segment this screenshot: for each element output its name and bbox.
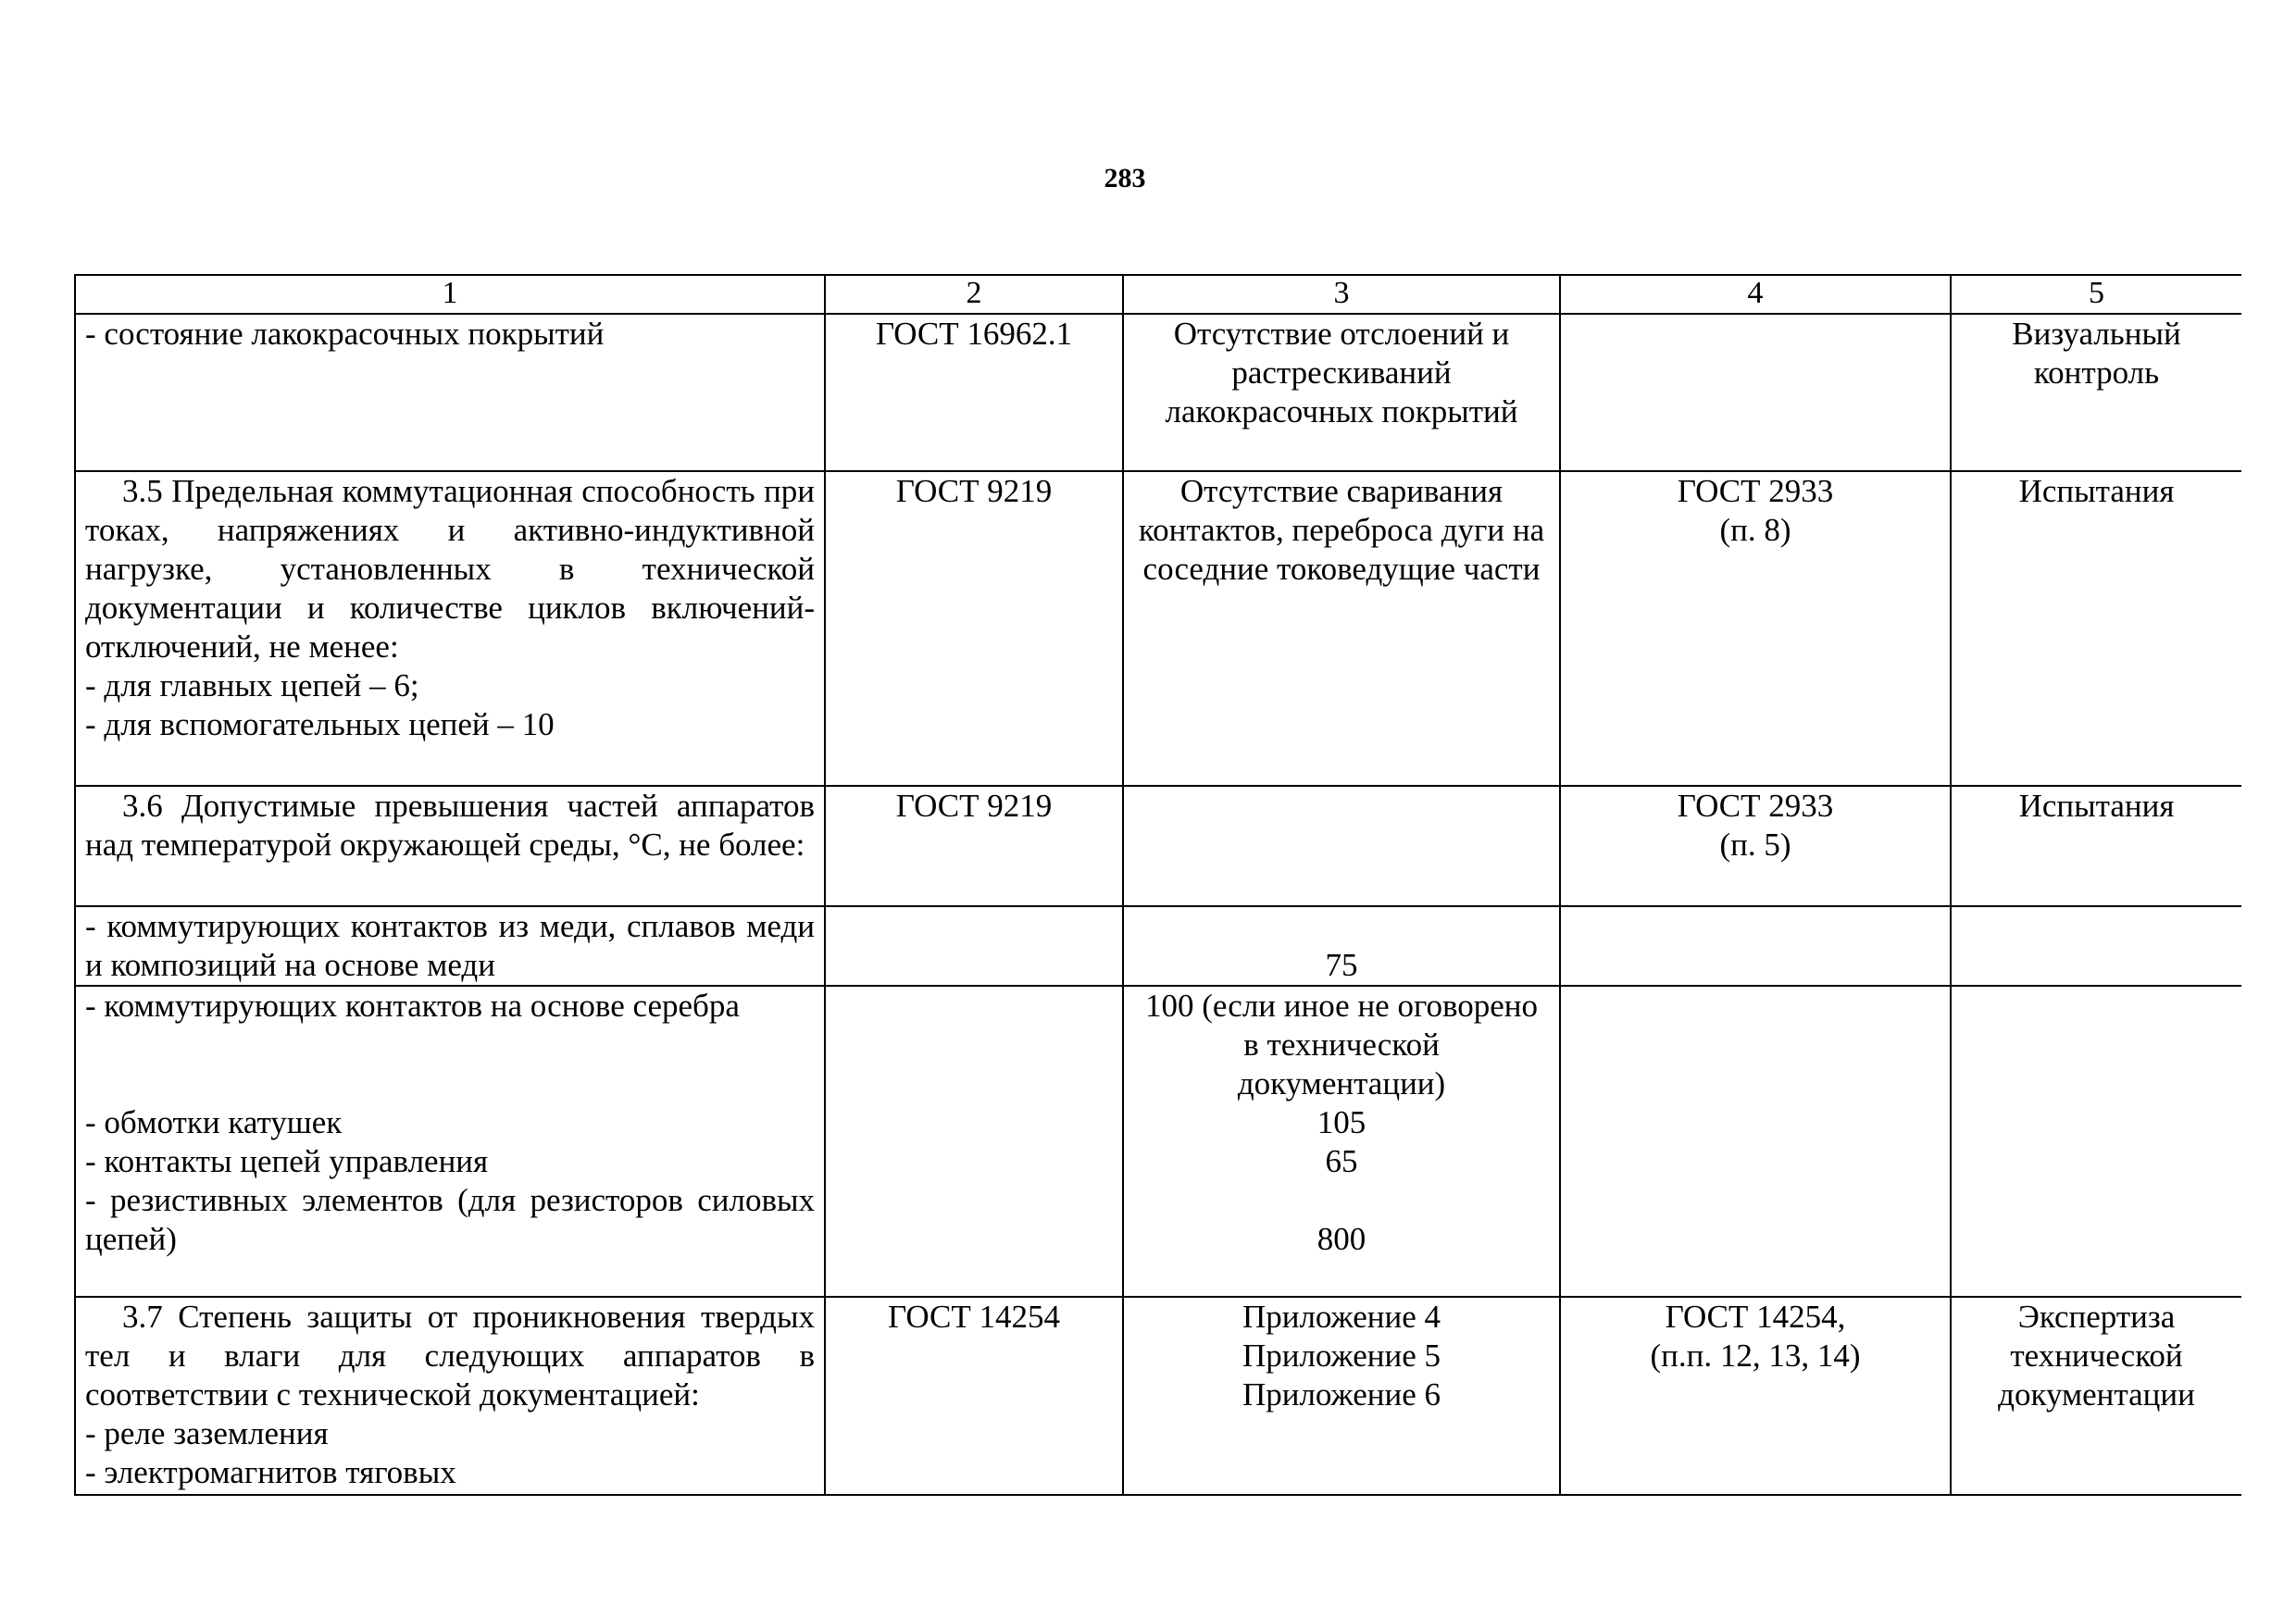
- column-number: 3: [1123, 275, 1560, 314]
- requirement-cell: [1123, 986, 1560, 1297]
- test-method-cell: [1560, 906, 1951, 986]
- characteristic-cell: [75, 986, 825, 1297]
- control-type-cell: [1951, 986, 2241, 1297]
- standard-cell: ГОСТ 9219: [825, 786, 1123, 906]
- table-row: [75, 1297, 2241, 1495]
- characteristic-list: - обмотки катушек - контакты цепей управления - резистивных элементов (для резисторов силовых цепей): [85, 1104, 815, 1257]
- standard-cell: [825, 906, 1123, 986]
- column-number: 1: [75, 275, 825, 314]
- control-type-cell: [1951, 906, 2241, 986]
- test-method-cell: [1560, 314, 1951, 471]
- column-number-row: [75, 275, 2241, 314]
- page-number: 283: [1104, 163, 1146, 193]
- test-method-cell: ГОСТ 2933 (п. 5): [1560, 786, 1951, 906]
- requirement-cell: Приложение 4 Приложение 5 Приложение 6: [1123, 1297, 1560, 1495]
- characteristic-cell: 3.7 Степень защиты от проникновения твердых тел и влаги для следующих аппаратов в соответствии с технической документацией: - реле заземления - электромагнитов тяговых: [75, 1297, 825, 1495]
- standard-cell: ГОСТ 14254: [825, 1297, 1123, 1495]
- column-number: 5: [1951, 275, 2241, 314]
- control-type-cell: Визуальный контроль: [1951, 314, 2241, 471]
- test-method-cell: ГОСТ 14254, (п.п. 12, 13, 14): [1560, 1297, 1951, 1495]
- table-row: [75, 314, 2241, 471]
- table-row: [75, 906, 2241, 986]
- spec-table: [74, 274, 2241, 1496]
- characteristic-line: - коммутирующих контактов на основе серебра: [85, 988, 740, 1024]
- requirement-values: 100 (если иное не оговорено в технической документации) 105 65: [1144, 988, 1539, 1179]
- characteristic-cell: 3.5 Предельная коммутационная способность при токах, напряжениях и активно-индуктивной нагрузке, установленных в технической документации и количестве циклов включений-отключений, не менее: - для главных цепей – 6; - для вспомогательных цепей – 10: [75, 471, 825, 786]
- table-row: [75, 986, 2241, 1297]
- control-type-cell: Испытания: [1951, 471, 2241, 786]
- standard-cell: [825, 986, 1123, 1297]
- control-type-cell: Экспертиза технической документации: [1951, 1297, 2241, 1495]
- column-number: 4: [1560, 275, 1951, 314]
- requirement-value: 800: [1316, 1221, 1366, 1257]
- control-type-cell: Испытания: [1951, 786, 2241, 906]
- requirement-cell: [1123, 786, 1560, 906]
- requirement-cell: 75: [1123, 906, 1560, 986]
- characteristic-cell: - состояние лакокрасочных покрытий: [75, 314, 825, 471]
- standard-cell: ГОСТ 16962.1: [825, 314, 1123, 471]
- column-number: 2: [825, 275, 1123, 314]
- requirement-cell: Отсутствие сваривания контактов, переброса дуги на соседние токоведущие части: [1123, 471, 1560, 786]
- characteristic-cell: - коммутирующих контактов из меди, сплавов меди и композиций на основе меди: [75, 906, 825, 986]
- standard-cell: ГОСТ 9219: [825, 471, 1123, 786]
- test-method-cell: ГОСТ 2933 (п. 8): [1560, 471, 1951, 786]
- requirement-cell: Отсутствие отслоений и растрескиваний лакокрасочных покрытий: [1123, 314, 1560, 471]
- table-row: [75, 786, 2241, 906]
- table-row: [75, 471, 2241, 786]
- characteristic-cell: 3.6 Допустимые превышения частей аппаратов над температурой окружающей среды, °С, не более:: [75, 786, 825, 906]
- test-method-cell: [1560, 986, 1951, 1297]
